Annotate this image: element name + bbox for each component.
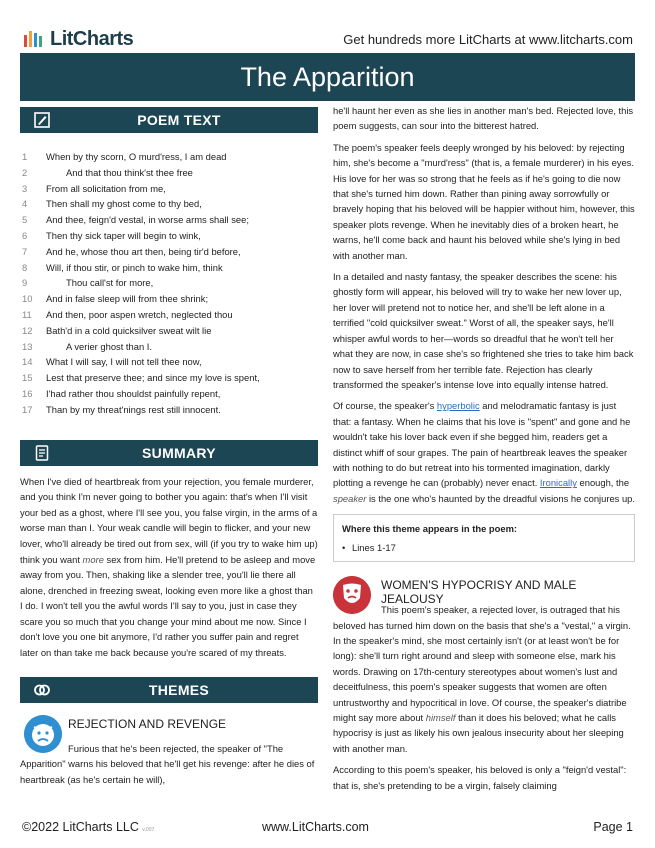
poem-text-heading-bar [20,107,318,133]
line-number: 16 [22,387,33,399]
theme-rejection-heading [20,713,318,741]
poem-line [20,244,318,260]
line-number: 1 [22,151,28,162]
poem-line [20,323,318,339]
theme-appears-box [333,514,635,562]
summary-text-emphasis: more [82,553,104,565]
line-text: Will, if thou stir, or pinch to wake him, think [46,261,223,273]
poem-line [20,212,318,228]
p4-text-c: enough, the [576,477,630,489]
theme-hypocrisy-title [381,578,576,606]
summary-text [20,474,318,661]
page-footer [20,820,635,838]
line-number: 12 [22,324,33,336]
poem-line [20,402,318,418]
poem-line [20,307,318,323]
poem-text-heading: POEM TEXT [137,112,221,128]
poem-line [20,339,318,355]
poem-line [20,228,318,244]
poem-line [20,275,318,291]
p5-emphasis: himself [425,712,456,723]
rejection-paragraph-1: he'll haunt her even as she lies in another man's bed. Rejected love, this poem suggests, can sour into the bitterest hatred. [333,105,634,132]
poem-line [20,260,318,276]
line-text: What I will say, I will not tell thee now, [46,356,202,368]
right-column [333,103,635,799]
line-text: And that thou think'st thee free [66,166,193,178]
line-number: 7 [22,245,28,257]
theme-hypocrisy-heading [333,574,635,614]
line-number: 8 [22,261,28,273]
version-text: v.007 [142,827,155,833]
line-text: Bath'd in a cold quicksilver sweat wilt lie [46,324,212,336]
rejection-paragraph-3: In a detailed and nasty fantasy, the speaker describes the scene: his ghostly form will appear, his beloved will try to wake her new lover up, her lover will pretend not to notice her, and she'll be left alone in a terrified "cold quicksilver sweat." Worst of all, the speaker says, he'll whisper awful words to her—words so dreadful that he won't tell her what they are now, in case she's so frightened she tries to take him back now to save herself from her terrible fate. Rejection has clearly transformed the speaker's intense love into equally intense hatred. [333,271,634,390]
line-text: From all solicitation from me, [46,182,166,194]
line-number: 9 [22,277,28,289]
page-title: The Apparition [20,53,635,101]
line-number: 5 [22,214,28,226]
p5-text-a: This poem's speaker, a rejected lover, is outraged that his beloved has turned him down on the basis that she's a "vestal," a virgin. In the speaker's mind, she most certainly isn't (or at least won't be for long): she'll turn right around and sleep with someone else, mark his words. Drawing on 17th-century stereotypes about women's lust and deceitfulness, this poem's speaker suggests that women are often untrustworthy and hypocritical in love. Of course, the speaker's diatribe might say more about [333,604,631,723]
themes-heading: THEMES [148,681,210,698]
left-column [20,107,318,787]
p4-text-d: is the one who's haunted by the dreadful visions he conjures up. [366,492,635,504]
p5-text-b: than it does his beloved; what he calls hypocrisy is just as likely his own jealous insecurity about her sleeping with another man. [333,712,624,754]
line-number: 17 [22,403,33,415]
p4-emphasis: speaker [333,492,367,504]
poem-text-icon [34,112,50,128]
line-text: I'had rather thou shouldst painfully repent, [46,387,221,399]
poem-line [20,165,318,181]
poem-lines [20,149,318,418]
themes-heading-bar [20,677,318,703]
line-number: 15 [22,372,33,384]
line-number: 14 [22,356,33,368]
poem-line [20,181,318,197]
line-number: 13 [22,340,33,352]
line-number: 10 [22,293,33,305]
line-text: A verier ghost than I. [66,340,152,352]
page-header [20,28,635,50]
summary-heading: SUMMARY [142,444,216,461]
line-text: And in false sleep will from thee shrink; [46,293,209,305]
line-number: 11 [22,308,32,320]
p4-text-b: and melodramatic fantasy is just that: a fantasy. When he claims that his love is "spent" and gone and he wouldn't take his lover back even if she begged him, readers get a distinct whiff of sour grapes. The pain of heartbreak leaves the speaker with nothing to do but retreat into his tormented imagination, darkly plotting a revenge he can (probably) never enact. [333,400,631,489]
line-text: Then shall my ghost come to thy bed, [46,198,202,210]
hypocrisy-mask-icon [333,576,371,614]
appears-lines-item[interactable]: • Lines 1-17 [342,542,626,553]
logo-bars-icon [24,31,46,47]
summary-text-b: sex from him. He'll pretend to be asleep and move away from you. Then, shaking like a slender tree, you'll lie there all alone, drenched in freezing sweat, looking even more like a ghost than I do. I won't tell you the awful words I'll say to you, just in case they scare you so much that you change your mind about me now. Since I don't love you one bit anymore, I'd rather you suffer pain and regret later on than take me back because you're scared of my threats. [20,553,316,659]
poem-line [20,370,318,386]
poem-line [20,291,318,307]
appears-title: Where this theme appears in the poem: [342,523,518,535]
page-number: Page 1 [593,820,633,834]
line-text: Then thy sick taper will begin to wink, [46,229,201,241]
line-text: And he, whose thou art then, being tir'd before, [46,245,241,257]
poem-line [20,149,318,165]
hyperbolic-link[interactable]: hyperbolic [436,400,480,412]
ironically-link[interactable]: Ironically [539,477,577,489]
line-text: Than by my threat'nings rest still innocent. [46,403,221,415]
rejection-paragraph-2: The poem's speaker feels deeply wronged by his beloved: by rejecting him, she's become a "murd'ress" (that is, a female murderer) in his eyes. His love for her was so strong that he feels as if he's going to die now that she's turned him down. Rather than pining away sorrowfully or bravely hoping that his beloved will be happier without him, however, this speaker plots revenge. When he inevitably dies of a broken heart, he warns, he'll come back and haunt his beloved while she's lying in bed with another man. [333,141,635,261]
poem-line [20,386,318,402]
line-number: 3 [22,182,28,194]
logo-text: LitCharts [50,28,134,50]
hypocrisy-paragraph-2: According to this poem's speaker, his beloved is only a "feign'd vestal": that is, she's pretending to be a virgin, falsely claiming [333,764,627,791]
themes-icon [34,682,50,698]
line-number: 4 [22,198,28,210]
line-number: 6 [22,229,28,241]
summary-heading-bar [20,440,318,466]
line-text: And then, poor aspen wretch, neglected thou [46,308,233,320]
footer-site-link[interactable]: www.LitCharts.com [262,820,369,834]
litcharts-logo[interactable] [24,28,133,51]
copyright-text: ©2022 LitCharts LLC [22,820,139,834]
footer-copyright [22,820,154,834]
theme2-title-line1: WOMEN'S HYPOCRISY AND MALE [381,578,577,593]
poem-line [20,196,318,212]
line-text: And thee, feign'd vestal, in worse arms shall see; [46,214,249,226]
line-text: Lest that preserve thee; and since my love is spent, [46,372,260,384]
poem-line [20,354,318,370]
p4-text-a: Of course, the speaker's [333,400,437,412]
summary-text-a: When I've died of heartbreak from your rejection, you female murderer, and you think I'm never going to bother you again: that's when I'll visit your bed as a ghost, where I'll see you, you false virgin, in the arms of a worse man than I. Your weak candle will begin to flicker, and your new lover, who'll already be tired out from sex, will (if you try to wake him up) think you want [20,475,318,565]
summary-icon [34,445,50,461]
theme-rejection-text: Furious that he's been rejected, the speaker of "The Apparition" warns his beloved that he'll get his revenge: after he dies of heartbreak (as he's certain he will), [20,742,315,785]
line-text: Thou call'st for more, [66,277,154,289]
theme-rejection-title: REJECTION AND REVENGE [68,716,227,731]
header-tagline[interactable]: Get hundreds more LitCharts at www.litcharts.com [343,32,633,47]
rejection-face-icon [24,715,62,753]
rejection-paragraph-4 [333,398,635,506]
line-number: 2 [22,166,28,178]
theme2-title-line2: JEALOUSY [381,592,444,607]
hypocrisy-paragraph-1 [333,602,635,756]
line-text: When by thy scorn, O murd'ress, I am dead [46,151,227,162]
